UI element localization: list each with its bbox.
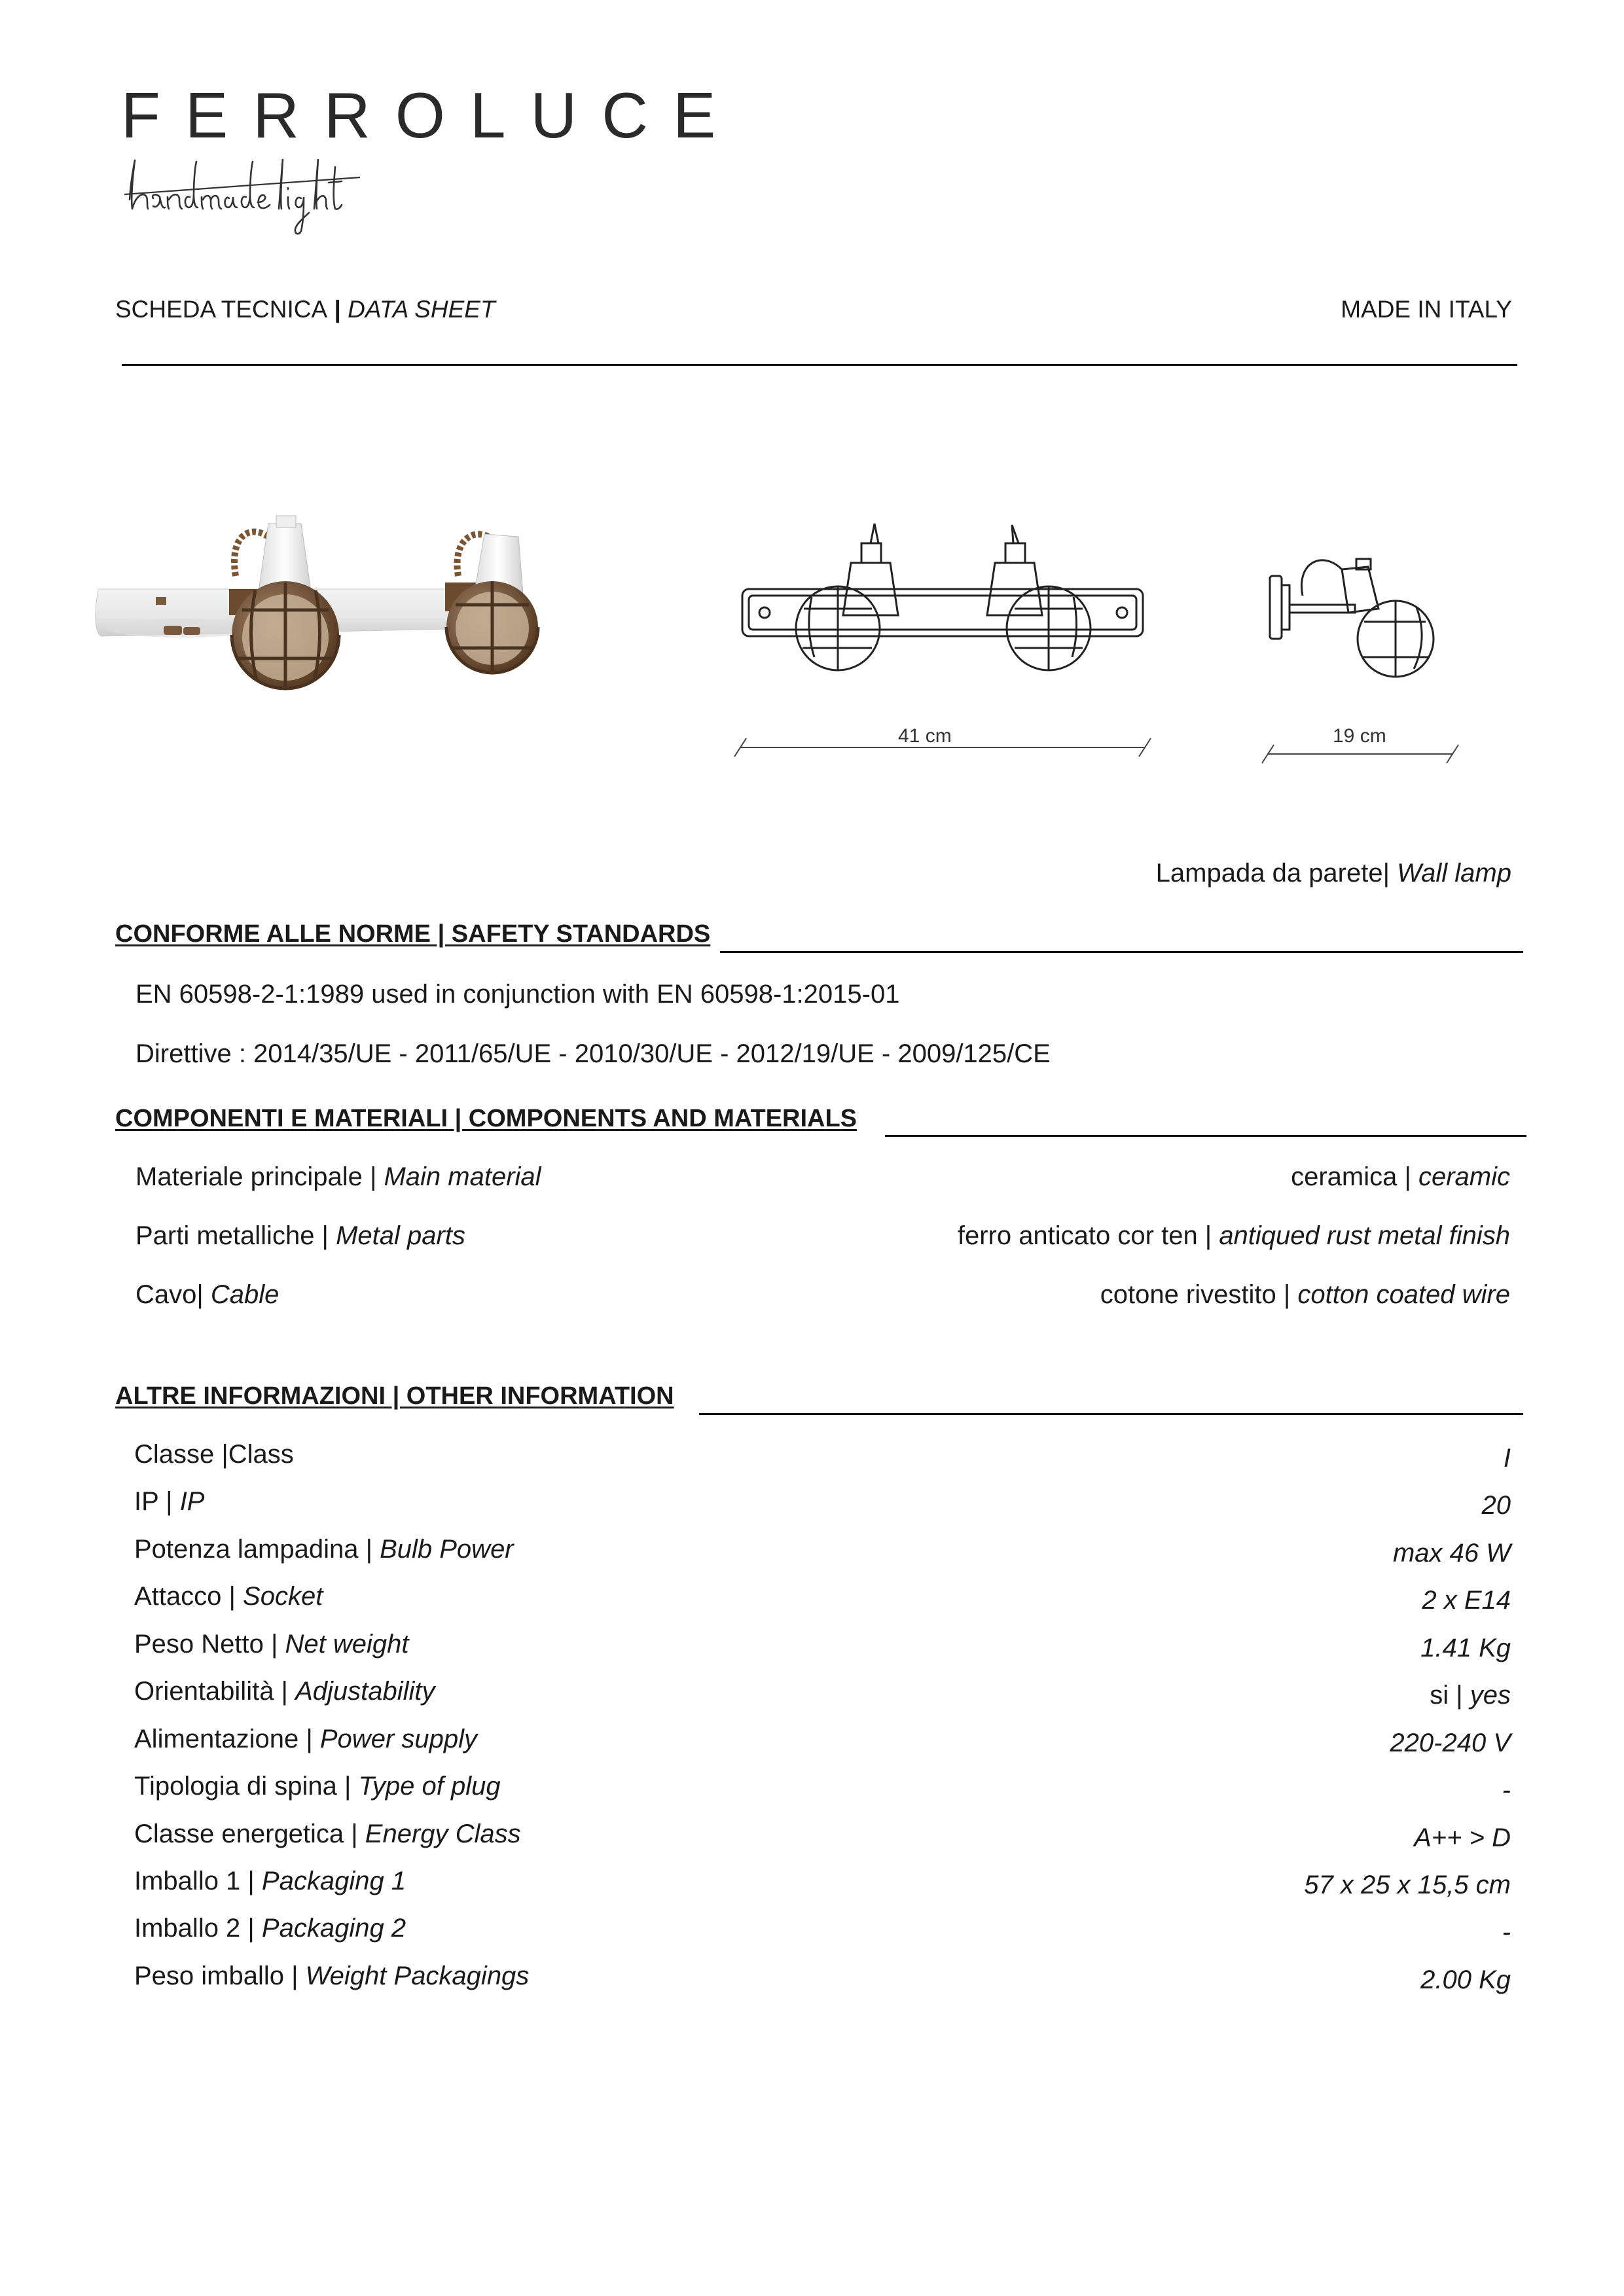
label-italian: Materiale principale | <box>135 1162 384 1191</box>
label-italian: Tipologia di spina | <box>134 1772 359 1801</box>
product-type-italian: Lampada da parete <box>1155 859 1383 888</box>
material-value <box>1291 1162 1510 1192</box>
spec-label <box>134 1772 501 1801</box>
spec-row <box>134 1440 1511 1479</box>
section-rule-safety <box>720 951 1523 953</box>
material-label <box>135 1162 541 1192</box>
spec-row <box>134 1725 1511 1764</box>
title-italian: SCHEDA TECNICA <box>115 296 328 323</box>
label-english: Cable <box>210 1280 280 1309</box>
spec-value: 2.00 Kg <box>1420 1965 1511 1994</box>
spec-row <box>134 1677 1511 1716</box>
spec-value: - <box>1502 1918 1511 1946</box>
title-english: DATA SHEET <box>348 296 496 323</box>
spec-row <box>134 1582 1511 1621</box>
spec-label <box>134 1535 514 1564</box>
spec-label <box>134 1440 294 1469</box>
label-english: Main material <box>384 1162 541 1191</box>
spec-label <box>134 1487 204 1516</box>
front-width-label: 41 cm <box>898 725 952 747</box>
section-title-other: ALTRE INFORMAZIONI | OTHER INFORMATION <box>115 1382 674 1410</box>
product-photo <box>92 497 615 720</box>
spec-label <box>134 1867 406 1896</box>
value-italian: ceramica | <box>1291 1162 1418 1191</box>
value-italian: ferro anticato cor ten | <box>957 1221 1219 1250</box>
product-type-english: Wall lamp <box>1397 859 1511 888</box>
label-italian: Classe |Class <box>134 1440 294 1469</box>
label-english: Power supply <box>319 1725 477 1753</box>
label-english: Energy Class <box>365 1820 521 1848</box>
spec-value: si | yes <box>1430 1681 1511 1710</box>
spec-row <box>134 1914 1511 1953</box>
spec-value: A++ > D <box>1414 1823 1511 1852</box>
material-label <box>135 1221 465 1251</box>
section-title-materials: COMPONENTI E MATERIALI | COMPONENTS AND MATERIALS <box>115 1105 857 1132</box>
section-rule-other <box>699 1413 1523 1415</box>
label-english: IP <box>179 1487 205 1516</box>
label-italian: Parti metalliche | <box>135 1221 336 1250</box>
side-depth-label: 19 cm <box>1333 725 1386 747</box>
label-italian: Imballo 2 | <box>134 1914 262 1943</box>
spec-value: 1.41 Kg <box>1420 1634 1511 1662</box>
spec-label <box>134 1677 435 1706</box>
spec-row <box>134 1487 1511 1526</box>
brand-tagline-signature <box>124 154 373 239</box>
material-label <box>135 1280 279 1310</box>
label-english: Packaging 2 <box>261 1914 406 1943</box>
spec-row <box>134 1535 1511 1574</box>
spec-label <box>134 1630 409 1659</box>
spec-label <box>134 1914 406 1943</box>
value-english: antiqued rust metal finish <box>1219 1221 1510 1250</box>
product-type-caption <box>1156 859 1511 888</box>
made-in-italy-label: MADE IN ITALY <box>1341 296 1512 323</box>
safety-directives: Direttive : 2014/35/UE - 2011/65/UE - 2010/30/UE - 2012/19/UE - 2009/125/CE <box>135 1039 1051 1068</box>
material-value <box>1100 1280 1510 1310</box>
brand-logo: FERROLUCE <box>121 79 741 151</box>
title-separator: | <box>327 296 348 323</box>
label-italian: Potenza lampadina | <box>134 1535 380 1564</box>
label-english: Packaging 1 <box>261 1867 406 1895</box>
label-english: Type of plug <box>358 1772 501 1801</box>
spec-value: 57 x 25 x 15,5 cm <box>1304 1871 1511 1899</box>
label-english: Weight Packagings <box>305 1962 530 1990</box>
spec-label <box>134 1820 521 1849</box>
value-english: ceramic <box>1418 1162 1510 1191</box>
spec-value: 220-240 V <box>1390 1729 1511 1757</box>
spec-label <box>134 1582 323 1611</box>
spec-label <box>134 1725 477 1754</box>
label-english: Net weight <box>285 1630 409 1659</box>
material-row <box>135 1162 1510 1202</box>
label-italian: Orientabilità | <box>134 1677 296 1706</box>
label-english: Socket <box>243 1582 323 1611</box>
document-title <box>115 296 496 323</box>
label-italian: Attacco | <box>134 1582 244 1611</box>
product-type-separator: | <box>1382 859 1398 888</box>
spec-value: max 46 W <box>1392 1539 1511 1568</box>
spec-value: 20 <box>1481 1491 1511 1520</box>
spec-value: 2 x E14 <box>1422 1586 1511 1615</box>
material-row <box>135 1280 1510 1319</box>
label-italian: Imballo 1 | <box>134 1867 262 1895</box>
label-italian: Classe energetica | <box>134 1820 365 1848</box>
spec-label <box>134 1962 529 1991</box>
spec-row <box>134 1630 1511 1669</box>
safety-standard: EN 60598-2-1:1989 used in conjunction with EN 60598-1:2015-01 <box>135 980 900 1009</box>
label-english: Bulb Power <box>380 1535 514 1564</box>
value-english: cotton coated wire <box>1297 1280 1510 1309</box>
label-english: Adjustability <box>295 1677 435 1706</box>
material-row <box>135 1221 1510 1261</box>
spec-row <box>134 1820 1511 1859</box>
label-italian: Alimentazione | <box>134 1725 320 1753</box>
label-italian: Peso imballo | <box>134 1962 306 1990</box>
label-italian: Peso Netto | <box>134 1630 285 1659</box>
material-value <box>958 1221 1510 1251</box>
label-english: Metal parts <box>336 1221 465 1250</box>
spec-row <box>134 1867 1511 1906</box>
label-italian: IP | <box>134 1487 180 1516</box>
label-italian: Cavo| <box>135 1280 211 1309</box>
spec-row <box>134 1772 1511 1811</box>
value-italian: cotone rivestito | <box>1100 1280 1298 1309</box>
section-rule-materials <box>885 1135 1526 1137</box>
spec-row <box>134 1962 1511 2001</box>
section-title-safety: CONFORME ALLE NORME | SAFETY STANDARDS <box>115 920 711 948</box>
spec-value: - <box>1502 1776 1511 1804</box>
header-divider <box>122 364 1517 366</box>
spec-value: I <box>1503 1444 1511 1473</box>
